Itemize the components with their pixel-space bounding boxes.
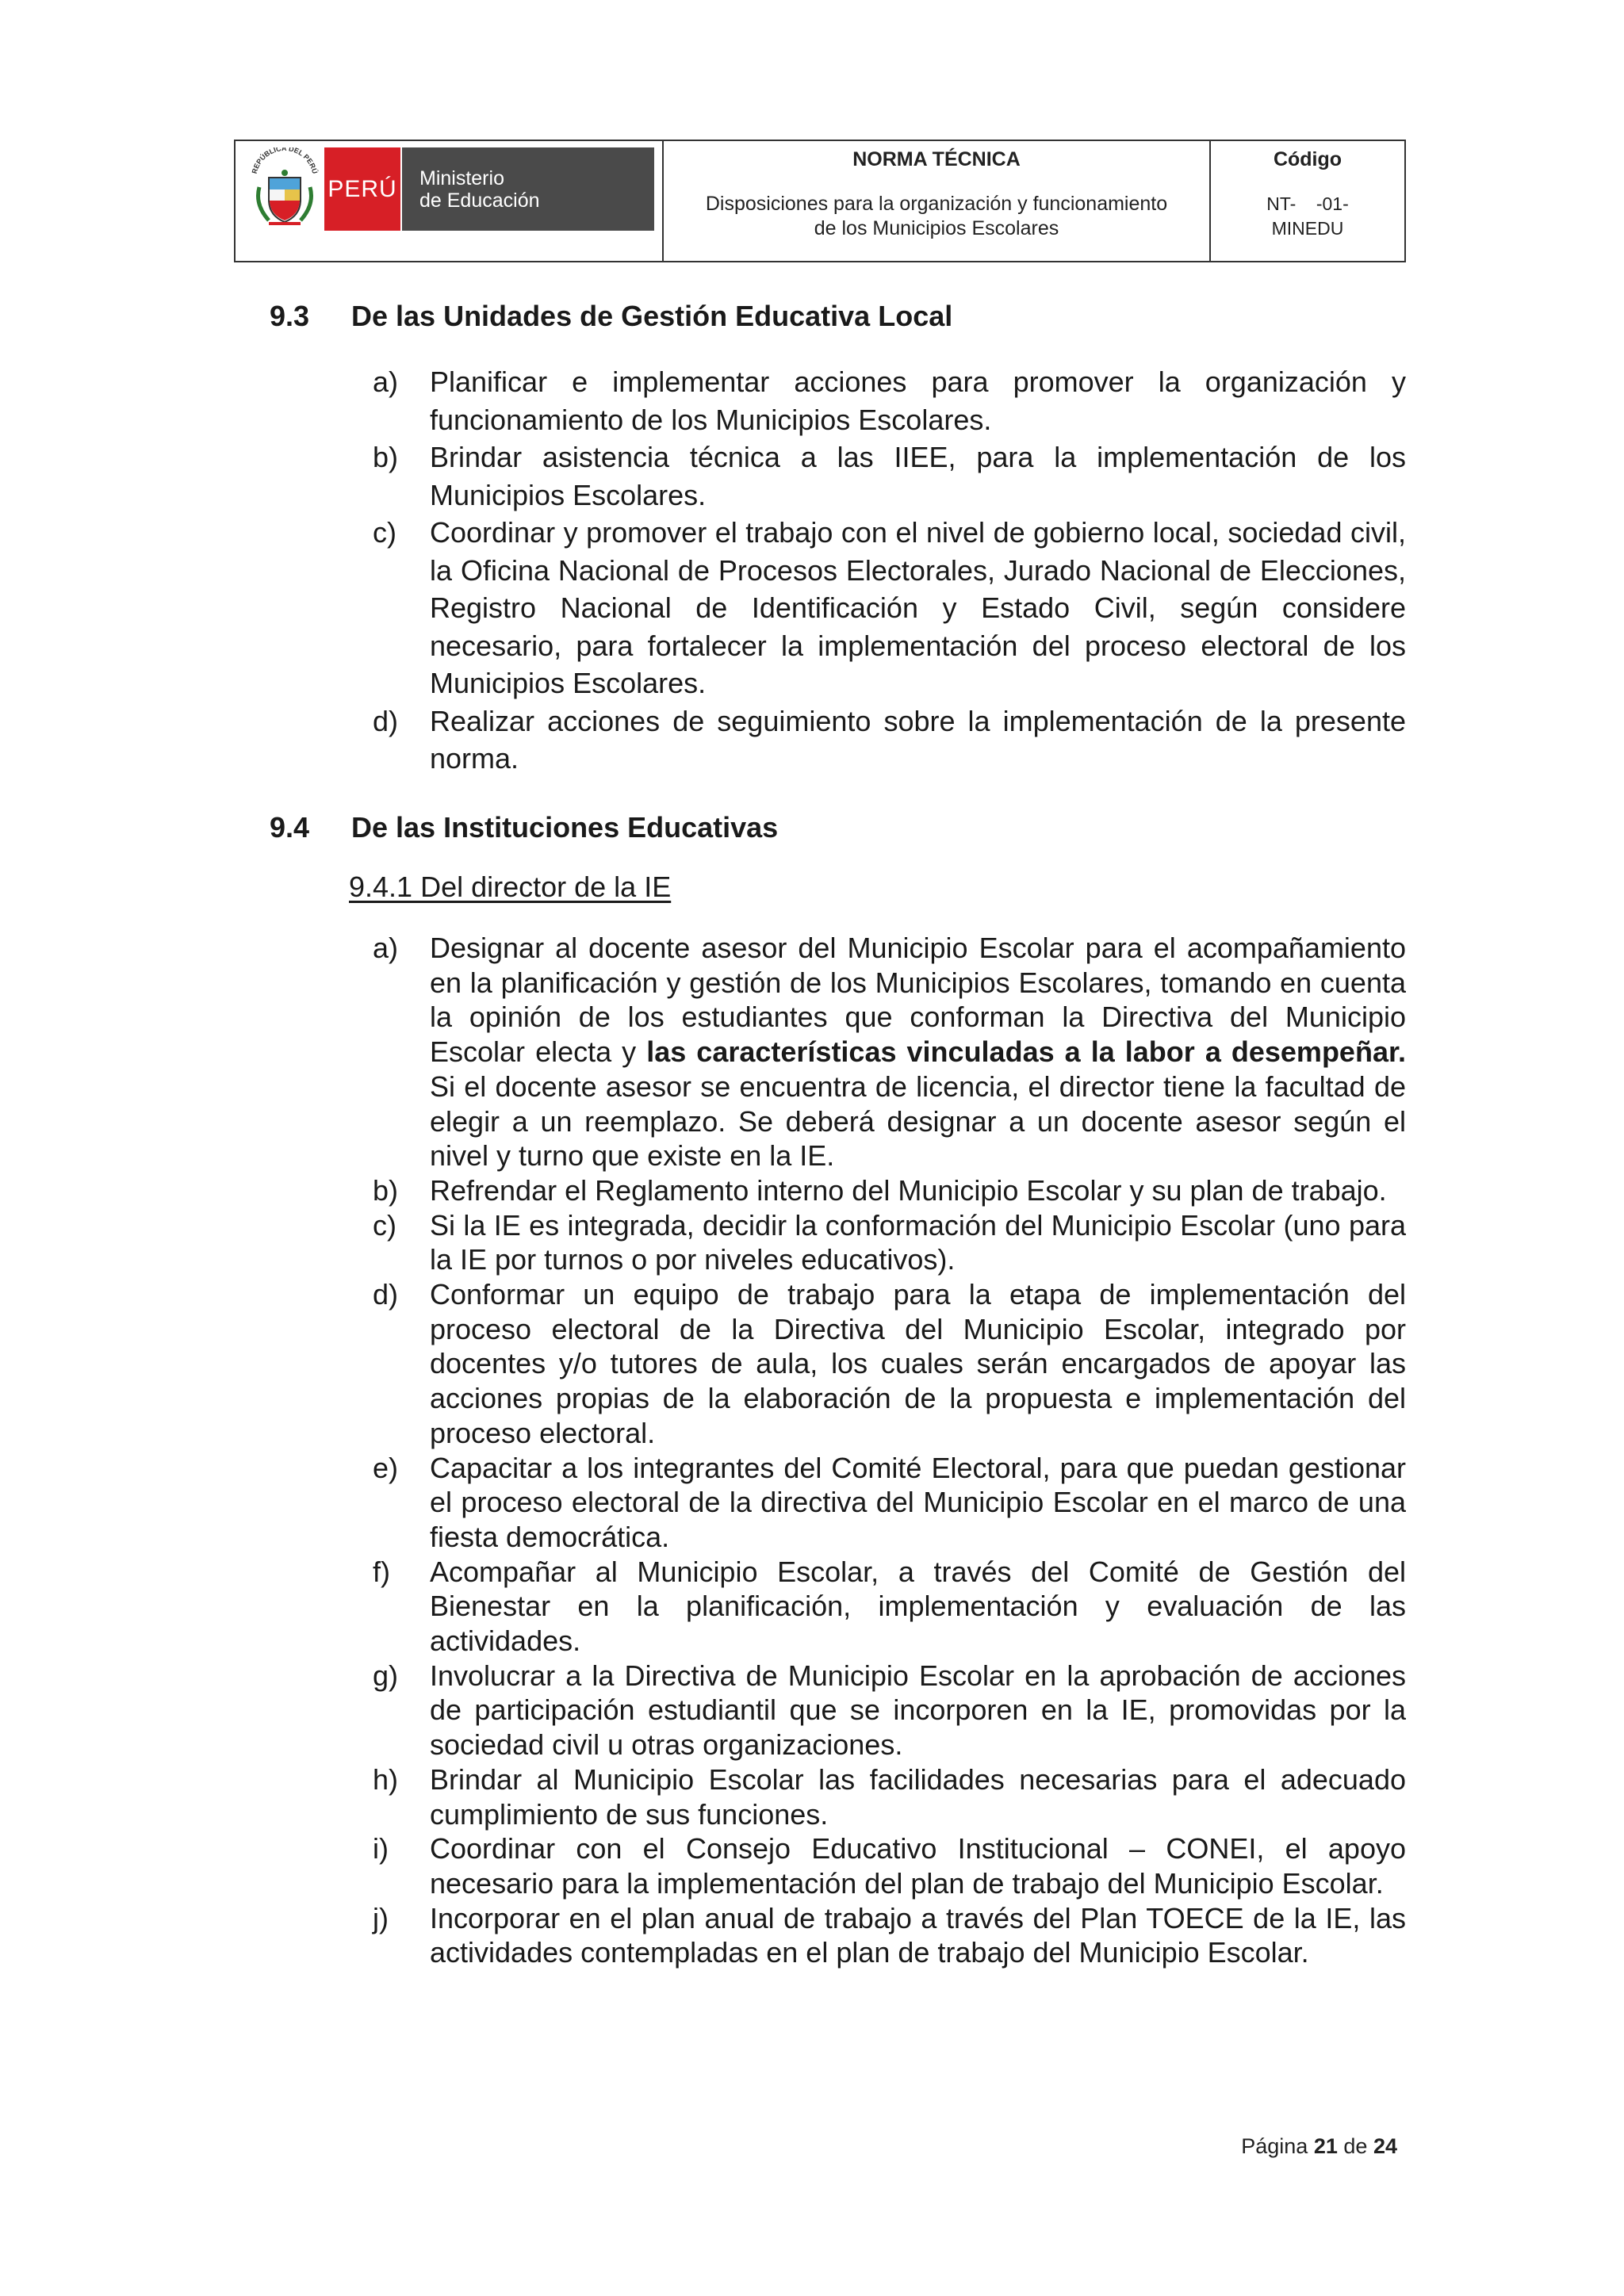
- list-marker: c): [373, 1208, 396, 1242]
- list-item: [373, 931, 1406, 1173]
- total-pages: 24: [1373, 2134, 1397, 2158]
- list-item: [373, 1208, 1406, 1277]
- list-marker: a): [373, 365, 399, 398]
- page-label: Página: [1241, 2134, 1308, 2158]
- list-item: [373, 1762, 1406, 1831]
- ministry-name: [402, 147, 654, 231]
- list-marker: c): [373, 516, 396, 549]
- list-item: [373, 1831, 1406, 1900]
- list-item: [373, 438, 1406, 514]
- list-item-text: Capacitar a los integrantes del Comité Electoral, para que puedan gestionar el proceso electoral de la directiva del Municipio Escolar en el marco de una fiesta democrática.: [430, 1451, 1406, 1553]
- section-heading-9-3: [270, 300, 952, 333]
- description-line-2: de los Municipios Escolares: [814, 217, 1059, 239]
- ministry-line-2: de Educación: [419, 189, 540, 212]
- list-item: [373, 1451, 1406, 1555]
- list-marker: b): [373, 1173, 399, 1207]
- section-title: De las Unidades de Gestión Educativa Local: [351, 300, 953, 332]
- list-item: [373, 363, 1406, 438]
- list-marker: d): [373, 704, 399, 737]
- code-line-2: MINEDU: [1271, 218, 1344, 239]
- list-marker: h): [373, 1762, 399, 1796]
- norma-label: NORMA TÉCNICA: [852, 148, 1021, 170]
- section-9-4-1-list: [373, 931, 1406, 1970]
- list-item-text: Planificar e implementar acciones para promover la organización y funcionamiento de los Municipios Escolares.: [430, 365, 1406, 436]
- page-number-footer: [1241, 2134, 1397, 2159]
- section-9-3-list: [373, 363, 1406, 778]
- list-item-text: Realizar acciones de seguimiento sobre la implementación de la presente norma.: [430, 704, 1406, 775]
- list-item-text: Si la IE es integrada, decidir la conformación del Municipio Escolar (uno para la IE por turnos o por niveles educativos).: [430, 1208, 1406, 1276]
- section-number: 9.4: [270, 811, 310, 844]
- header-title-cell: [664, 141, 1211, 261]
- list-item-text: Involucrar a la Directiva de Municipio Escolar en la aprobación de acciones de participación estudiantil que se incorporen en la IE, promovidas por la sociedad civil u otras organizaciones.: [430, 1659, 1406, 1762]
- list-item-text: Refrendar el Reglamento interno del Municipio Escolar y su plan de trabajo.: [430, 1173, 1387, 1207]
- list-item: [373, 1555, 1406, 1659]
- list-marker: i): [373, 1832, 389, 1866]
- list-item: [373, 1277, 1406, 1451]
- section-number: 9.3: [270, 300, 310, 332]
- list-marker: e): [373, 1451, 399, 1484]
- section-title: De las Instituciones Educativas: [351, 811, 779, 844]
- list-item-text: Coordinar con el Consejo Educativo Institucional – CONEI, el apoyo necesario para la implementación del plan de trabajo del Municipio Escolar.: [430, 1832, 1406, 1900]
- list-item-text: Brindar asistencia técnica a las IIEE, para la implementación de los Municipios Escolares.: [430, 441, 1406, 511]
- header-logo-cell: [236, 141, 664, 261]
- coat-of-arms-icon: [245, 147, 324, 231]
- list-marker: j): [373, 1901, 389, 1934]
- list-item-text: Incorporar en el plan anual de trabajo a través del Plan TOECE de la IE, las actividades contempladas en el plan de trabajo del Municipio Escolar.: [430, 1901, 1406, 1969]
- seal-text: REPÚBLICA DEL PERÚ: [250, 147, 320, 175]
- section-heading-9-4: [270, 811, 778, 844]
- list-item: [373, 1173, 1406, 1208]
- current-page: 21: [1313, 2134, 1338, 2158]
- norma-description: [664, 192, 1209, 241]
- of-label: de: [1343, 2134, 1368, 2158]
- list-item-text: Coordinar y promover el trabajo con el nivel de gobierno local, sociedad civil, la Oficina Nacional de Procesos Electorales, Jurado Nacional de Elecciones, Registro Nacional de Identificación y Estado Civil, según considere necesario, para fortalecer la implementación del proceso electoral de los Municipios Escolares.: [430, 516, 1406, 699]
- list-item-text: Brindar al Municipio Escolar las facilidades necesarias para el adecuado cumplimiento de sus funciones.: [430, 1762, 1406, 1831]
- subsection-title-9-4-1: 9.4.1 Del director de la IE: [349, 871, 672, 903]
- list-marker: f): [373, 1555, 390, 1588]
- list-item: [373, 1659, 1406, 1762]
- list-item-text: Conformar un equipo de trabajo para la etapa de implementación del proceso electoral de la Directiva del Municipio Escolar, integrado por docentes y/o tutores de aula, los cuales serán encargados de apoyar las acciones propias de la elaboración de la propuesta e implementación del proceso electoral.: [430, 1278, 1406, 1449]
- list-item-bold-text: las características vinculadas a la labor a desempeñar.: [646, 1035, 1406, 1069]
- description-line-1: Disposiciones para la organización y funcionamiento: [705, 193, 1168, 215]
- list-marker: d): [373, 1278, 399, 1311]
- list-item: [373, 514, 1406, 702]
- list-marker: b): [373, 441, 399, 473]
- document-header: [234, 140, 1406, 262]
- list-item-text: Acompañar al Municipio Escolar, a través del Comité de Gestión del Bienestar en la planificación, implementación y evaluación de las actividades.: [430, 1555, 1406, 1658]
- list-item: [373, 1901, 1406, 1970]
- header-code-cell: [1211, 141, 1404, 261]
- code-value: [1211, 192, 1404, 241]
- minedu-logo: [245, 147, 654, 231]
- brand-peru: PERÚ: [324, 147, 402, 231]
- list-item-text-continued: Si el docente asesor se encuentra de licencia, el director tiene la facultad de elegir a un reemplazo. Se deberá designar a un docente asesor según el nivel y turno que existe en la IE.: [430, 1070, 1406, 1173]
- code-label: Código: [1273, 148, 1342, 170]
- ministry-line-1: Ministerio: [419, 166, 504, 189]
- list-marker: a): [373, 932, 399, 964]
- list-item: [373, 702, 1406, 778]
- list-item-text: Designar al docente asesor del Municipio Escolar para el acompañamiento en la planificación y gestión de los Municipios Escolares, tomando en cuenta la opinión de los estudiantes que conforman la Directiva del Municipio Escolar electa y: [430, 932, 1406, 1069]
- code-line-1: NT- -01-: [1266, 193, 1349, 214]
- list-marker: g): [373, 1659, 399, 1692]
